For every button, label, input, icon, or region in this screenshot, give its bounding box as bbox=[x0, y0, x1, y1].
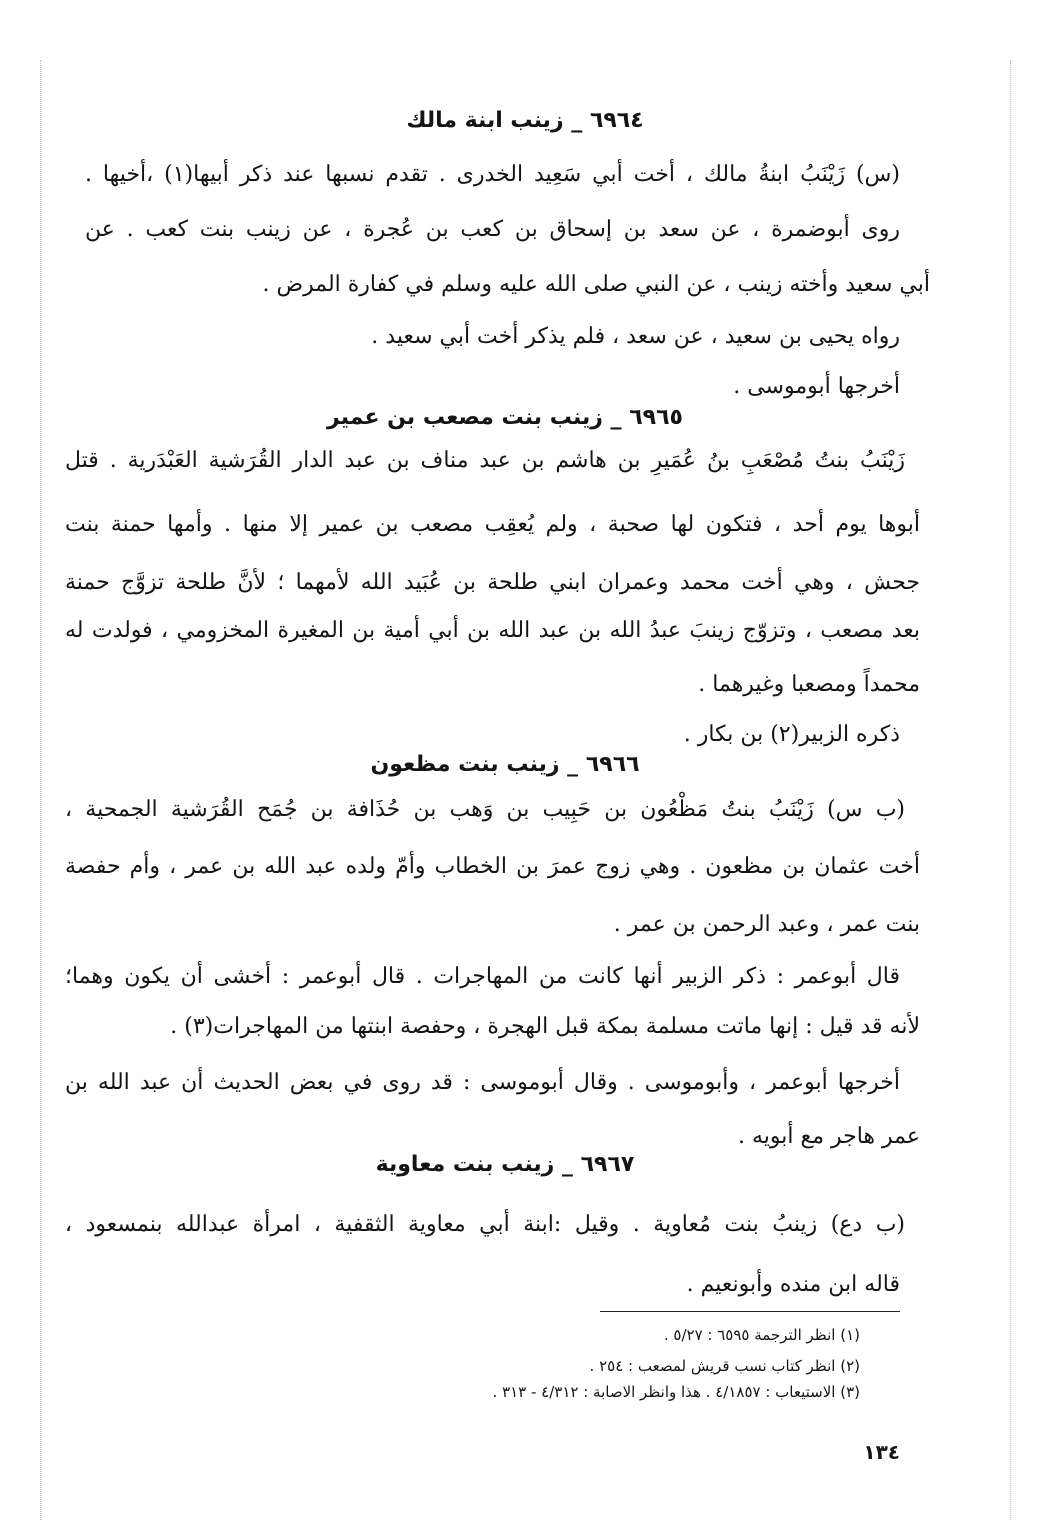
entry-text-line: جحش ، وهي أخت محمد وعمران ابني طلحة بن عُبَيد الله لأمهما ؛ لأنَّ طلحة تزوَّج حمنة bbox=[65, 570, 920, 595]
entry-text-line: بعد مصعب ، وتزوّج زينبَ عبدُ الله بن عبد الله بن أبي أمية بن المغيرة المخزومي ، فولدت له bbox=[65, 618, 920, 643]
entry-text-line: زَيْنَبُ بنتُ مُصْعَبِ بنُ عُمَيرِ بن هاشم بن عبد مناف بن عبد الدار القُرَشية العَبْدَرية . قتل bbox=[65, 448, 905, 473]
footnote: (٢) انظر كتاب نسب قريش لمصعب : ٢٥٤ . bbox=[589, 1357, 860, 1375]
entry-text-line: (س) زَيْنَبُ ابنةُ مالك ، أخت أبي سَعِيد الخدرى . تقدم نسبها عند ذكر أبيها(١) ،أخيها . bbox=[85, 162, 900, 187]
entry-text-line: عمر هاجر مع أبويه . bbox=[737, 1124, 920, 1149]
entry-text-line: لأنه قد قيل : إنها ماتت مسلمة بمكة قبل الهجرة ، وحفصة ابنتها من المهاجرات(٣) . bbox=[170, 1014, 920, 1039]
entry-text-line: (ب س) زَيْنَبُ بنتُ مَظْعُون بن حَبِيب بن وَهب بن حُذَافة بن جُمَح القُرَشية الجمحية ، bbox=[65, 797, 905, 822]
entry-text-line: بنت عمر ، وعبد الرحمن بن عمر . bbox=[613, 912, 920, 937]
entry-text-line: ذكره الزبير(٢) بن بكار . bbox=[683, 722, 900, 747]
scan-margin-left bbox=[40, 60, 42, 1520]
entry-text-line: أخت عثمان بن مظعون . وهي زوج عمرَ بن الخطاب وأمّ ولده عبد الله بن عمر ، وأم حفصة bbox=[65, 854, 920, 879]
entry-title: ٦٩٦٧ _ زينب بنت معاوية bbox=[375, 1152, 635, 1177]
scan-margin-right bbox=[1010, 60, 1012, 1520]
entry-text-line: أخرجها أبوموسى . bbox=[733, 374, 900, 399]
entry-text-line: محمداً ومصعبا وغيرهما . bbox=[698, 672, 920, 697]
entry-text-line: (ب دع) زينبُ بنت مُعاوية . وقيل :ابنة أبي معاوية الثقفية ، امرأة عبدالله بنمسعود ، bbox=[65, 1212, 905, 1237]
entry-text-line: قال أبوعمر : ذكر الزبير أنها كانت من المهاجرات . قال أبوعمر : أخشى أن يكون وهما؛ bbox=[65, 964, 900, 989]
entry-title: ٦٩٦٤ _ زينب ابنة مالك bbox=[406, 108, 644, 133]
entry-text-line: رواه يحيى بن سعيد ، عن سعد ، فلم يذكر أخت أبي سعيد . bbox=[371, 324, 900, 349]
entry-text-line: روى أبوضمرة ، عن سعد بن إسحاق بن كعب بن عُجرة ، عن زينب بنت كعب . عن bbox=[85, 217, 900, 242]
entry-title: ٦٩٦٦ _ زينب بنت مظعون bbox=[370, 752, 640, 777]
entry-text-line: أبي سعيد وأخته زينب ، عن النبي صلى الله عليه وسلم في كفارة المرض . bbox=[262, 272, 930, 297]
entry-text-line: أبوها يوم أحد ، فتكون لها صحبة ، ولم يُعقِب مصعب بن عمير إلا منها . وأمها حمنة بنت bbox=[65, 512, 920, 537]
entry-text-line: أخرجها أبوعمر ، وأبوموسى . وقال أبوموسى : قد روى في بعض الحديث أن عبد الله بن bbox=[65, 1070, 900, 1095]
footnote: (٣) الاستيعاب : ٤/١٨٥٧ . هذا وانظر الاصابة : ٤/٣١٢ - ٣١٣ . bbox=[492, 1383, 860, 1401]
footnote-separator bbox=[600, 1311, 900, 1312]
page-number: ١٣٤ bbox=[863, 1440, 900, 1464]
footnote: (١) انظر الترجمة ٦٥٩٥ : ٥/٢٧ . bbox=[663, 1326, 860, 1344]
entry-title: ٦٩٦٥ _ زينب بنت مصعب بن عمير bbox=[327, 405, 683, 430]
entry-text-line: قاله ابن منده وأبونعيم . bbox=[686, 1272, 900, 1297]
